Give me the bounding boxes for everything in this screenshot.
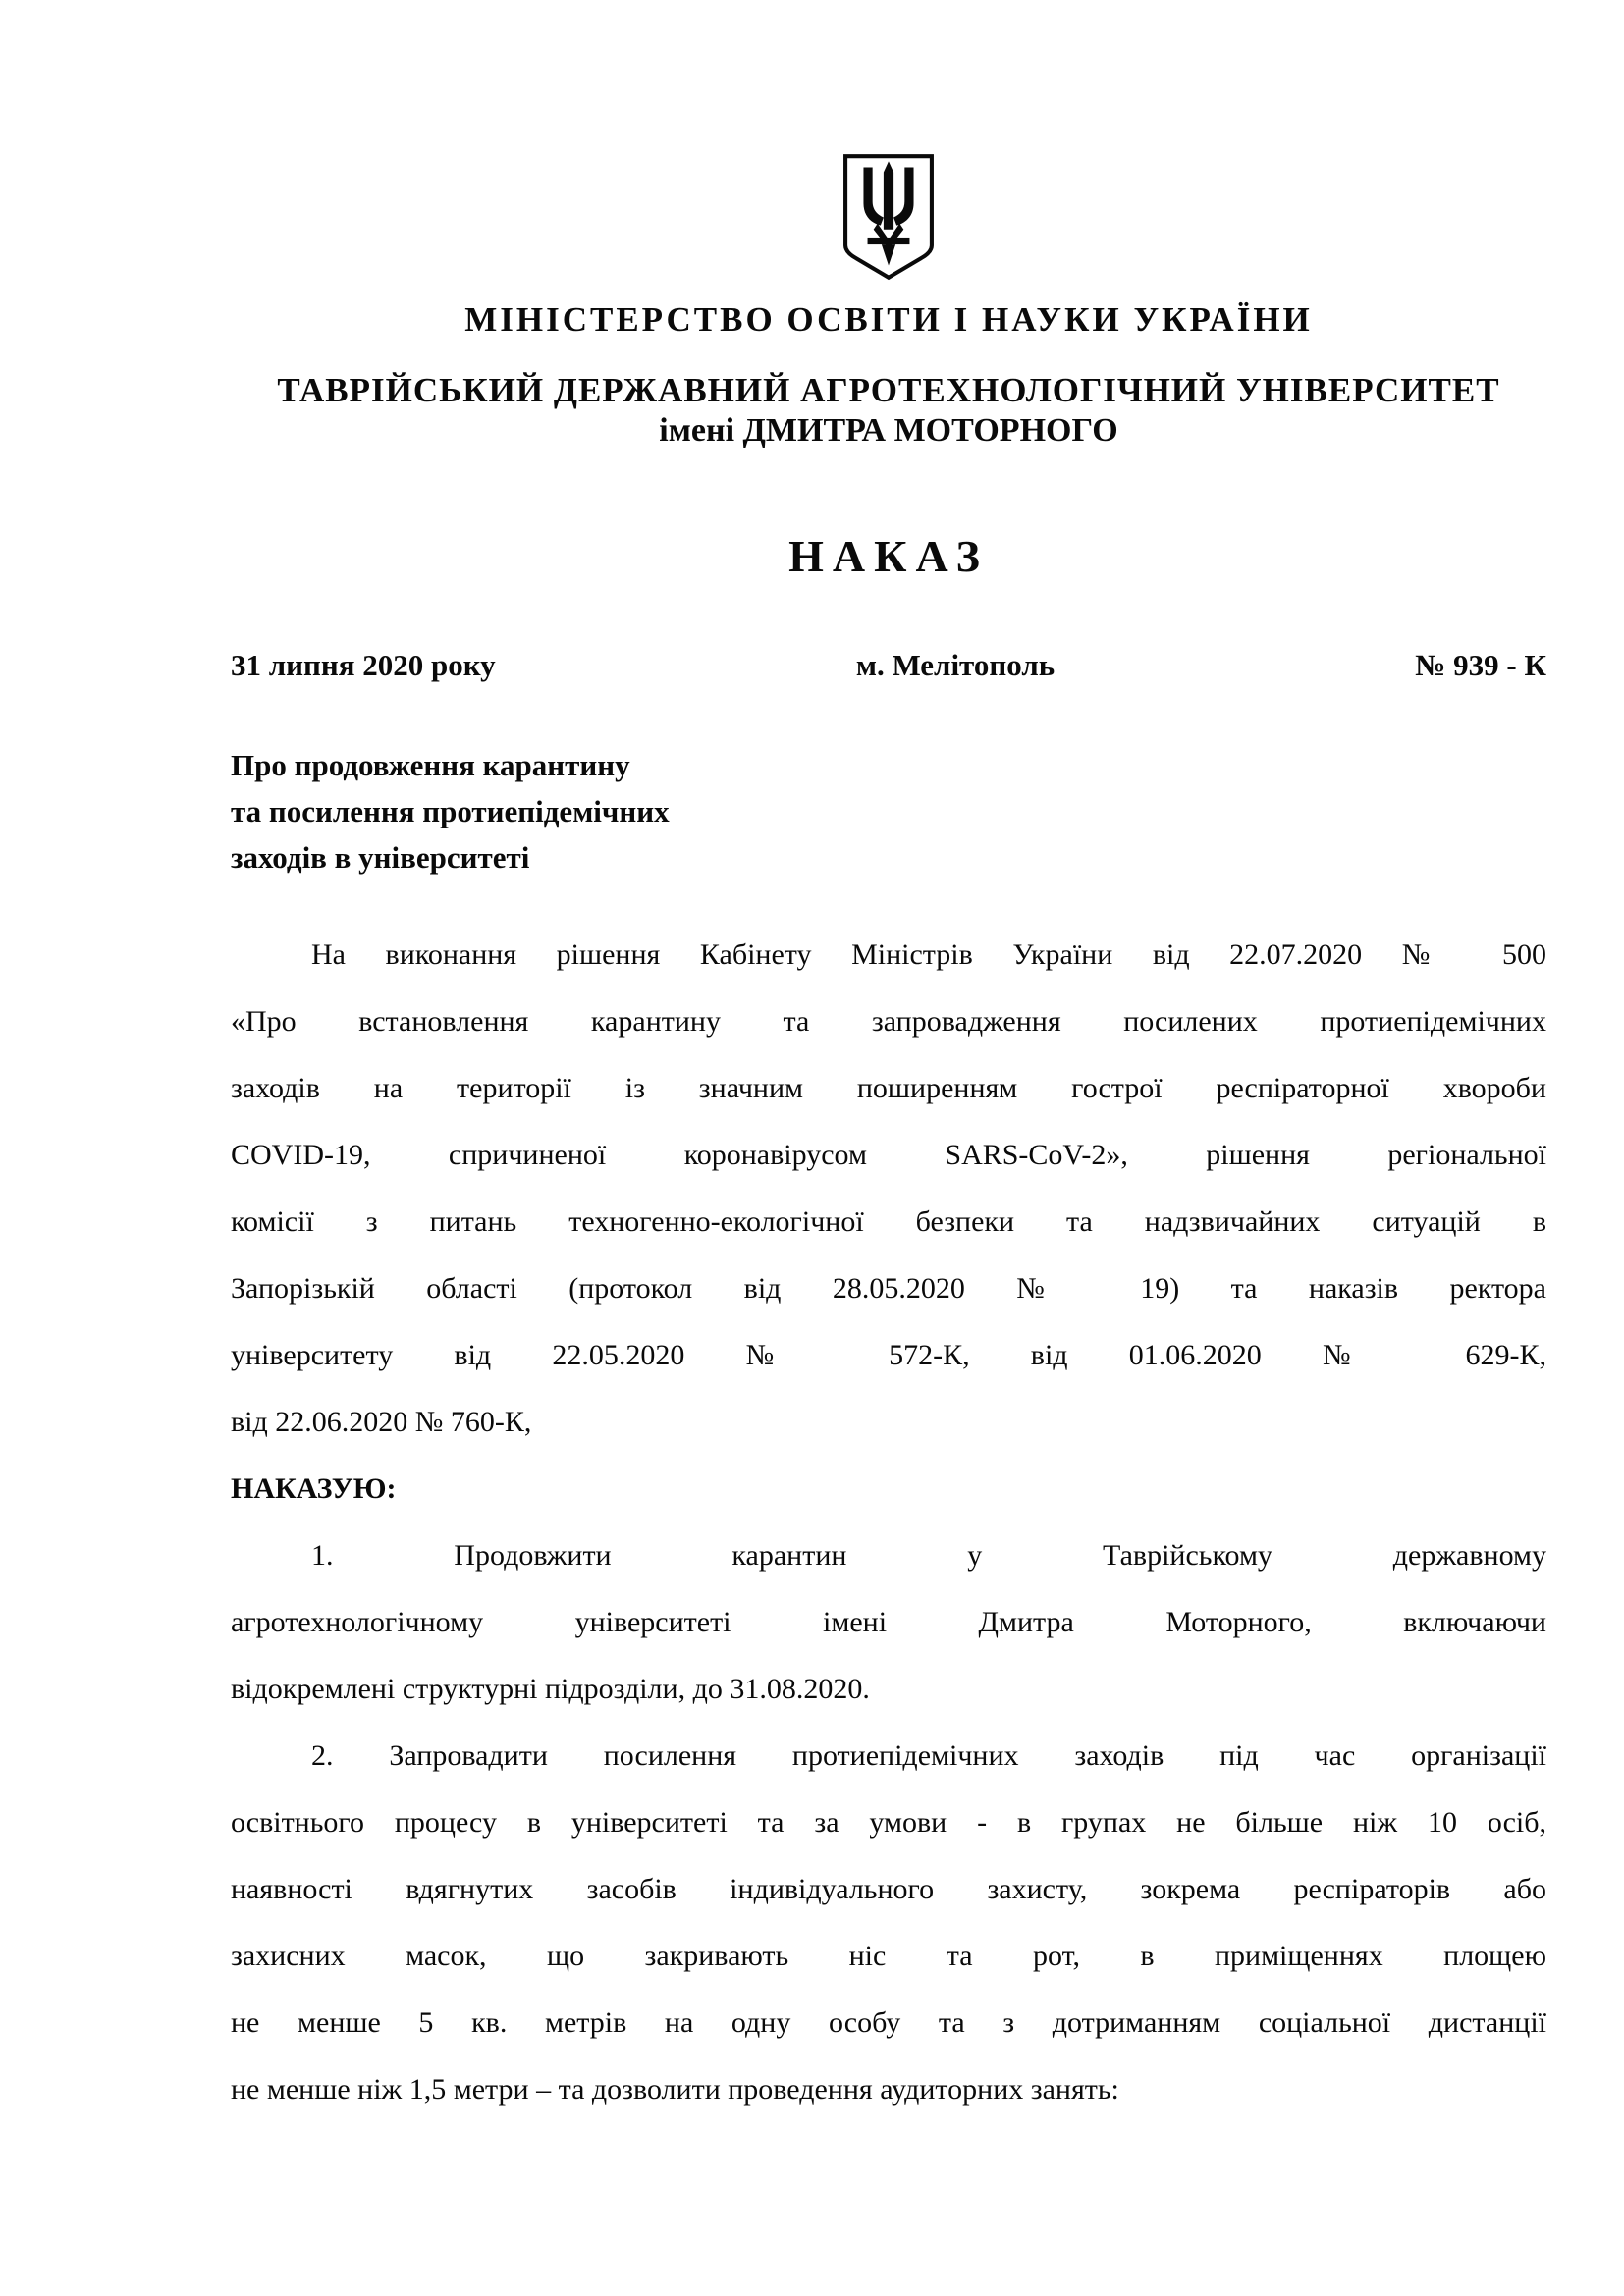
ministry-name: МІНІСТЕРСТВО ОСВІТИ І НАУКИ УКРАЇНИ xyxy=(464,300,1313,339)
document-content xyxy=(231,0,1546,2123)
ukraine-trident-emblem-icon xyxy=(841,149,936,285)
preamble-line: заходів на території із значним поширенням гострої респіраторної хвороби xyxy=(231,1072,1546,1104)
university-name: ТАВРІЙСЬКИЙ ДЕРЖАВНИЙ АГРОТЕХНОЛОГІЧНИЙ УНІВЕРСИТЕТ xyxy=(277,371,1500,409)
order-item-2-line: захисних масок, що закривають ніс та рот, в приміщеннях площею xyxy=(231,1940,1546,1972)
subject-line: та посилення протиепідемічних xyxy=(231,794,670,828)
preamble-line: комісії з питань техногенно-екологічної безпеки та надзвичайних ситуацій в xyxy=(231,1205,1546,1238)
university-named-after: імені ДМИТРА МОТОРНОГО xyxy=(659,412,1118,449)
preamble-line: від 22.06.2020 № 760-К, xyxy=(231,1406,532,1438)
subject-line: заходів в університеті xyxy=(231,840,530,875)
preamble-line: COVID-19, спричиненої коронавірусом SARS-CoV-2», рішення регіональної xyxy=(231,1139,1546,1171)
order-item-2-line: не менше 5 кв. метрів на одну особу та з дотриманням соціальної дистанції xyxy=(231,2006,1546,2039)
order-date: 31 липня 2020 року xyxy=(231,648,496,682)
order-word: НАКАЗУЮ: xyxy=(231,1472,397,1505)
preamble-line: Запорізькій області (протокол від 28.05.2020 № 19) та наказів ректора xyxy=(231,1272,1546,1305)
order-city: м. Мелітополь xyxy=(855,648,1056,682)
subject-line: Про продовження карантину xyxy=(231,748,630,782)
order-item-1-line: агротехнологічному університеті імені Дмитра Моторного, включаючи xyxy=(231,1606,1546,1638)
subject-block xyxy=(231,742,1546,881)
order-item-1-line: відокремлені структурні підрозділи, до 31.08.2020. xyxy=(231,1673,870,1705)
meta-row xyxy=(231,646,1546,685)
preamble-line: університету від 22.05.2020 № 572-К, від 01.06.2020 № 629-К, xyxy=(231,1339,1546,1371)
order-body xyxy=(231,922,1546,2123)
document-type-title: НАКАЗ xyxy=(788,531,989,581)
emblem-container xyxy=(231,0,1546,285)
order-item-2-line: наявності вдягнутих засобів індивідуального захисту, зокрема респіраторів або xyxy=(231,1873,1546,1905)
preamble-line: На виконання рішення Кабінету Міністрів України від 22.07.2020 № 500 xyxy=(311,938,1546,971)
order-item-2-line: 2. Запровадити посилення протиепідемічних заходів під час організації xyxy=(311,1739,1546,1772)
order-number: № 939 - К xyxy=(1415,648,1546,682)
order-item-1-line: 1. Продовжити карантин у Таврійському державному xyxy=(311,1539,1546,1572)
order-item-2-line: не менше ніж 1,5 метри – та дозволити проведення аудиторних занять: xyxy=(231,2073,1119,2106)
order-item-2-line: освітнього процесу в університеті та за умови - в групах не більше ніж 10 осіб, xyxy=(231,1806,1546,1839)
preamble-line: «Про встановлення карантину та запровадження посилених протиепідемічних xyxy=(231,1005,1546,1038)
